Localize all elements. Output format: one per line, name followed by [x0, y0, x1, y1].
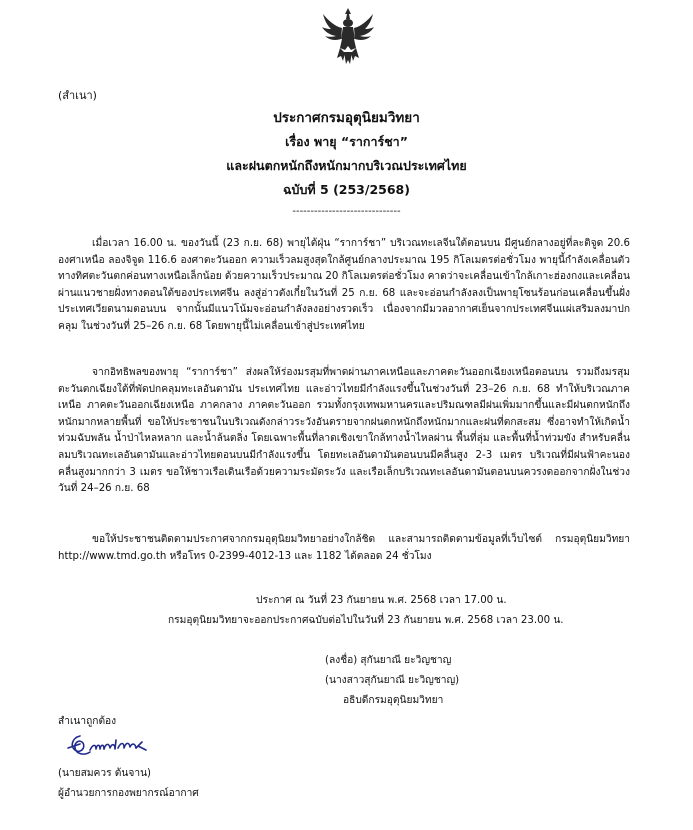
certifier-name: (นายสมควร ต้นจาน): [58, 768, 152, 779]
handwritten-signature-icon: [66, 730, 150, 760]
issue-block: [168, 591, 564, 631]
copy-label: (สำเนา): [58, 89, 97, 102]
title-separator: ------------------------------: [292, 206, 401, 217]
certifier-position: ผู้อำนวยการกองพยากรณ์อากาศ: [58, 788, 199, 799]
subject-line-2: และฝนตกหนักถึงหนักมากบริเวณประเทศไทย: [226, 158, 467, 173]
paragraph-contact-info: ขอให้ประชาชนติดตามประกาศจากกรมอุตุนิยมวิทยาอย่างใกล้ชิด และสามารถติดตามข้อมูลที่เว็บไซต์ กรมอุตุนิยมวิทยา http://www.tmd.go.th หรือโทร 0-2399-4012-13 และ 1182 ได้ตลอด 24 ชั่วโมง: [58, 534, 630, 562]
certified-label: สำเนาถูกต้อง: [58, 716, 117, 727]
signer-block: [325, 651, 459, 711]
issued-datetime: ประกาศ ณ วันที่ 23 กันยายน พ.ศ. 2568 เวลา 17.00 น.: [256, 595, 507, 606]
signer-full-name: (นางสาวสุกันยาณี ยะวิญชาญ): [325, 675, 460, 686]
subject-line: เรื่อง พายุ “ราการ์ชา”: [285, 134, 408, 149]
next-bulletin: กรมอุตุนิยมวิทยาจะออกประกาศฉบับต่อไปในวันที่ 23 กันยายน พ.ศ. 2568 เวลา 23.00 น.: [168, 615, 564, 626]
certifier-block: [58, 764, 199, 804]
signed-line: (ลงชื่อ) สุกันยาณี ยะวิญชาญ: [325, 655, 452, 666]
title-block: [0, 106, 693, 202]
paragraph-storm-status: เมื่อเวลา 16.00 น. ของวันนี้ (23 ก.ย. 68) พายุไต้ฝุ่น “ราการ์ชา” บริเวณทะเลจีนใต้ตอนบน มีศูนย์กลางอยู่ที่ละติจูด 20.6 องศาเหนือ ลองจิจูด 116.6 องศาตะวันออก ความเร็วลมสูงสุดใกล้ศูนย์กลางประมาณ 195 กิโลเมตรต่อชั่วโมง พายุนี้กำลังเคลื่อนตัวทางทิศตะวันตกค่อนทางเหนือเล็กน้อย ด้วยความเร็วประมาณ 20 กิโลเมตรต่อชั่วโมง คาดว่าจะเคลื่อนเข้าใกล้เกาะฮ่องกงและเคลื่อนผ่านแนวชายฝั่งทางตอนใต้ของประเทศจีน ลงสู่อ่าวตังเกี๋ยในวันที่ 25 ก.ย. 68 และจะอ่อนกำลังลงเป็นพายุโซนร้อนก่อนเคลื่อนขึ้นฝั่งประเทศเวียดนามตอนบน จากนั้นมีแนวโน้มจะอ่อนกำลังลงอย่างรวดเร็ว เนื่องจากมีมวลอากาศเย็นจากประเทศจีนแผ่เสริมลงมาปกคลุม ในช่วงวันที่ 25–26 ก.ย. 68 โดยพายุนี้ไม่เคลื่อนเข้าสู่ประเทศไทย: [58, 238, 630, 332]
department-title: ประกาศกรมอุตุนิยมวิทยา: [273, 110, 420, 126]
garuda-emblem-icon: [320, 6, 376, 66]
signer-position: อธิบดีกรมอุตุนิยมวิทยา: [343, 695, 444, 706]
bulletin-number: ฉบับที่ 5 (253/2568): [283, 182, 410, 197]
paragraph-impact-warning: จากอิทธิพลของพายุ “ราการ์ชา” ส่งผลให้ร่องมรสุมที่พาดผ่านภาคเหนือและภาคตะวันออกเฉียงเหนือตอนบน รวมถึงมรสุมตะวันตกเฉียงใต้ที่พัดปกคลุมทะเลอันดามัน ประเทศไทย และอ่าวไทยมีกำลังแรงขึ้นในช่วงวันที่ 23–26 ก.ย. 68 ทำให้บริเวณภาคเหนือ ภาคตะวันออกเฉียงเหนือ ภาคกลาง ภาคตะวันออก รวมทั้งกรุงเทพมหานครและปริมณฑลมีฝนเพิ่มมากขึ้นและมีฝนตกหนักถึงหนักมากหลายพื้นที่ ขอให้ประชาชนในบริเวณดังกล่าวระวังอันตรายจากฝนตกหนักถึงหนักมากและฝนที่ตกสะสม ซึ่งอาจทำให้เกิดน้ำท่วมฉับพลัน น้ำป่าไหลหลาก และน้ำล้นตลิ่ง โดยเฉพาะพื้นที่ลาดเชิงเขาใกล้ทางน้ำไหลผ่าน พื้นที่ลุ่ม และพื้นที่น้ำท่วมขัง สำหรับคลื่นลมบริเวณทะเลอันดามันและอ่าวไทยตอนบนมีกำลังแรงขึ้น โดยทะเลอันดามันตอนบนมีคลื่นสูง 2-3 เมตร บริเวณที่มีฝนฟ้าคะนองคลื่นสูงมากกว่า 3 เมตร ขอให้ชาวเรือเดินเรือด้วยความระมัดระวัง และเรือเล็กบริเวณทะเลอันดามันตอนบนควรงดออกจากฝั่งในช่วงวันที่ 24–26 ก.ย. 68: [58, 367, 630, 495]
